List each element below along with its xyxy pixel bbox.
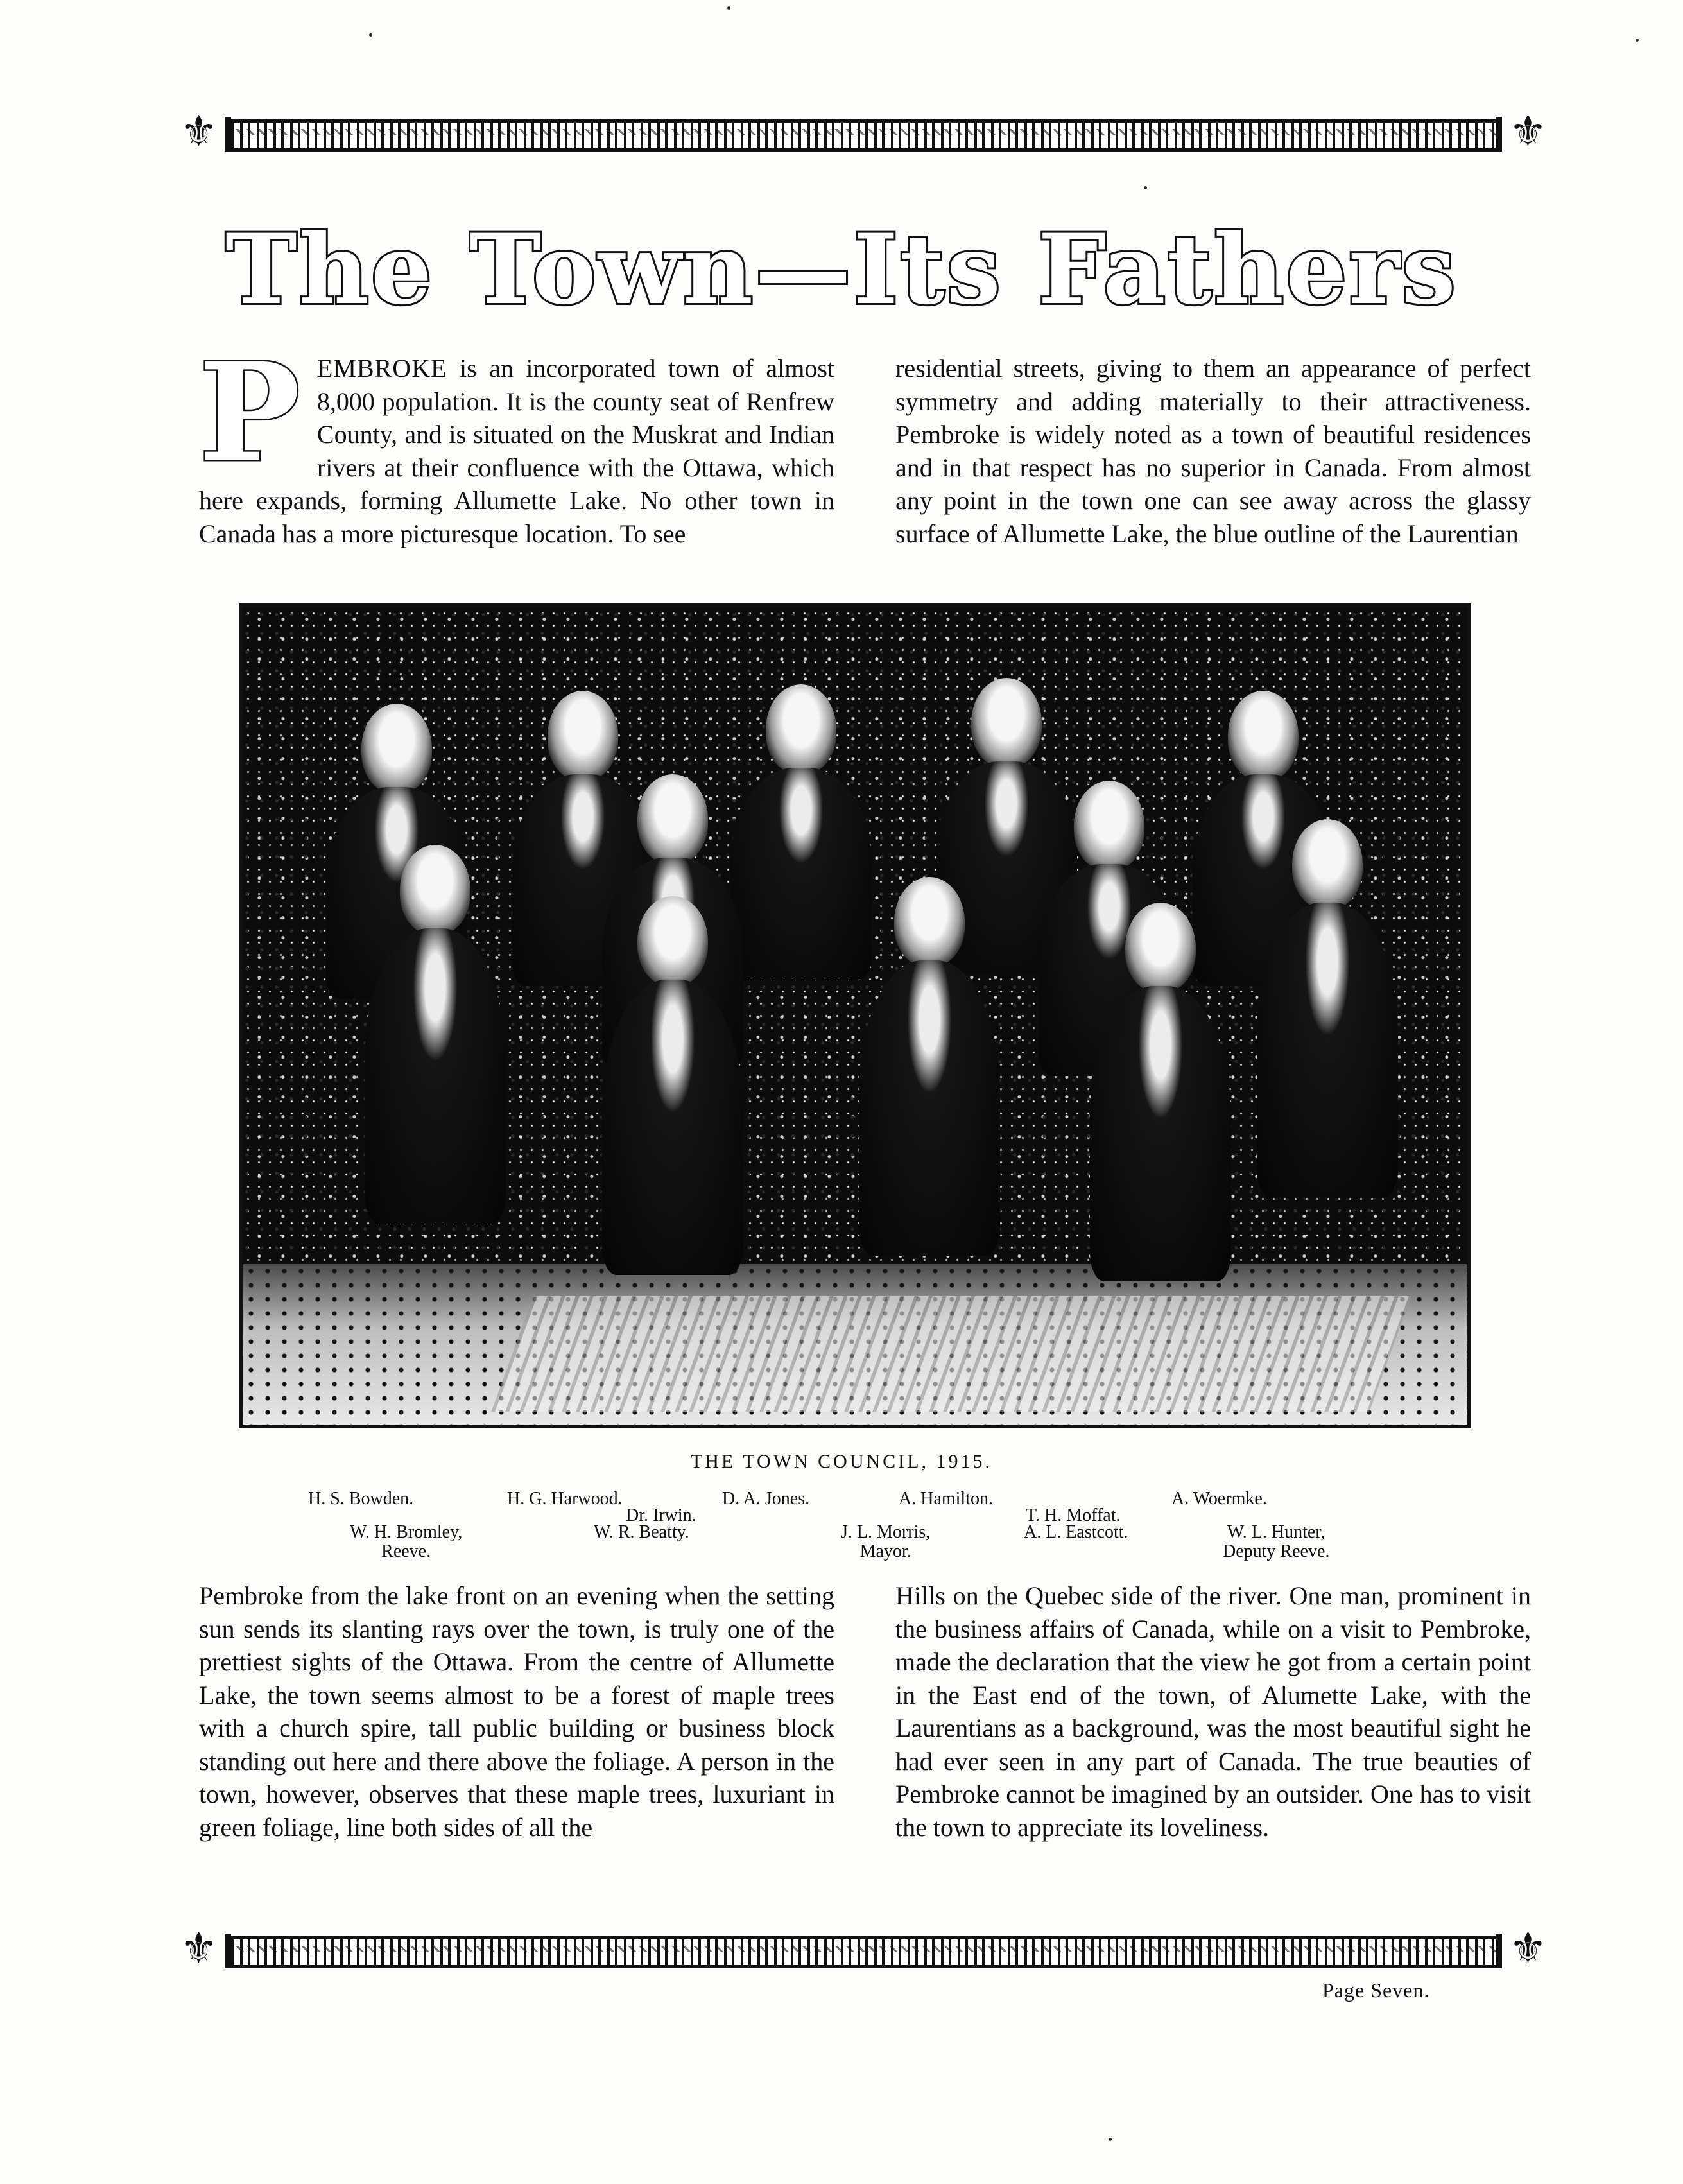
column-1-bottom-text: Pembroke from the lake front on an evening when the setting sun sends its slanting rays over the town, is truly one of the prettiest sights of the Ottawa. From the centre of Allumette Lake, the town seems almost to be a forest of maple trees with a church spire, tall public building or business block standing out here and there above the foliage. A person in the town, however, observes that these maple trees, luxuriant in green foliage, line both sides of all the xyxy=(199,1581,834,1842)
speck xyxy=(1109,2138,1112,2141)
column-2-bottom xyxy=(895,1579,1531,1844)
speck xyxy=(727,6,730,10)
name-hunter: W. L. Hunter, Deputy Reeve. xyxy=(1223,1522,1330,1561)
name-harwood: H. G. Harwood. xyxy=(507,1489,623,1509)
intro-column xyxy=(199,333,834,550)
name-moffat: T. H. Moffat. xyxy=(1026,1505,1121,1525)
name-irwin: Dr. Irwin. xyxy=(626,1505,696,1525)
column-2-top-text: residential streets, giving to them an appearance of perfect symmetry and adding materially to their attractiveness. Pembroke is widely noted as a town of beautiful residences and in that respect has no superior in Canada. From almost any point in the town one can see away across the glassy surface of Allumette Lake, the blue outline of the Laurentian xyxy=(895,354,1531,548)
column-1-bottom xyxy=(199,1579,834,1844)
bottom-ornamental-rule xyxy=(180,1926,1547,1977)
name-jones: D. A. Jones. xyxy=(722,1489,810,1509)
fleur-de-lis-icon: ⚜ xyxy=(180,108,218,155)
top-ornamental-rule xyxy=(180,109,1547,160)
speck xyxy=(1144,186,1147,189)
photo-caption: THE TOWN COUNCIL, 1915. xyxy=(690,1451,993,1472)
column-2-top xyxy=(895,352,1531,550)
name-eastcott: A. L. Eastcott. xyxy=(1024,1522,1128,1542)
name-morris: J. L. Morris, Mayor. xyxy=(841,1522,931,1561)
name-bowden: H. S. Bowden. xyxy=(308,1489,414,1509)
intro-text: is an incorporated town of almost 8,000 population. It is the county seat of Renfrew County, and is situated on the Muskrat and Indian rivers at their confluence with the Ottawa, which here expands, forming Allumette Lake. No other town in Canada has a more picturesque location. To see xyxy=(199,354,834,548)
town-council-photo xyxy=(239,603,1471,1428)
name-woermke: A. Woermke. xyxy=(1171,1489,1267,1509)
column-2-bottom-text: Hills on the Quebec side of the river. One man, prominent in the business affairs of Canada, while on a visit to Pembroke, made the declaration that the view he got from a certain point in the East end of the town, of Alumette Lake, with the Laurentians as a background, was the most beautiful sight he had ever seen in any part of Canada. The true beauties of Pembroke cannot be imagined by an outsider. One has to visit the town to appreciate its loveliness. xyxy=(895,1581,1531,1842)
page-title: The Town—Its Fathers xyxy=(225,213,1458,326)
fleur-de-lis-icon: ⚜ xyxy=(1508,1925,1547,1972)
name-bromley: W. H. Bromley, Reeve. xyxy=(350,1522,463,1561)
name-beatty: W. R. Beatty. xyxy=(594,1522,689,1542)
page-number: Page Seven. xyxy=(1322,1979,1430,2002)
fleur-de-lis-icon: ⚜ xyxy=(180,1925,218,1972)
fleur-de-lis-icon: ⚜ xyxy=(1508,108,1547,155)
speck xyxy=(1636,39,1639,42)
drop-cap: P xyxy=(199,333,300,492)
name-hamilton: A. Hamilton. xyxy=(899,1489,993,1509)
speck xyxy=(369,33,372,37)
lead-caps: EMBROKE xyxy=(316,354,447,383)
